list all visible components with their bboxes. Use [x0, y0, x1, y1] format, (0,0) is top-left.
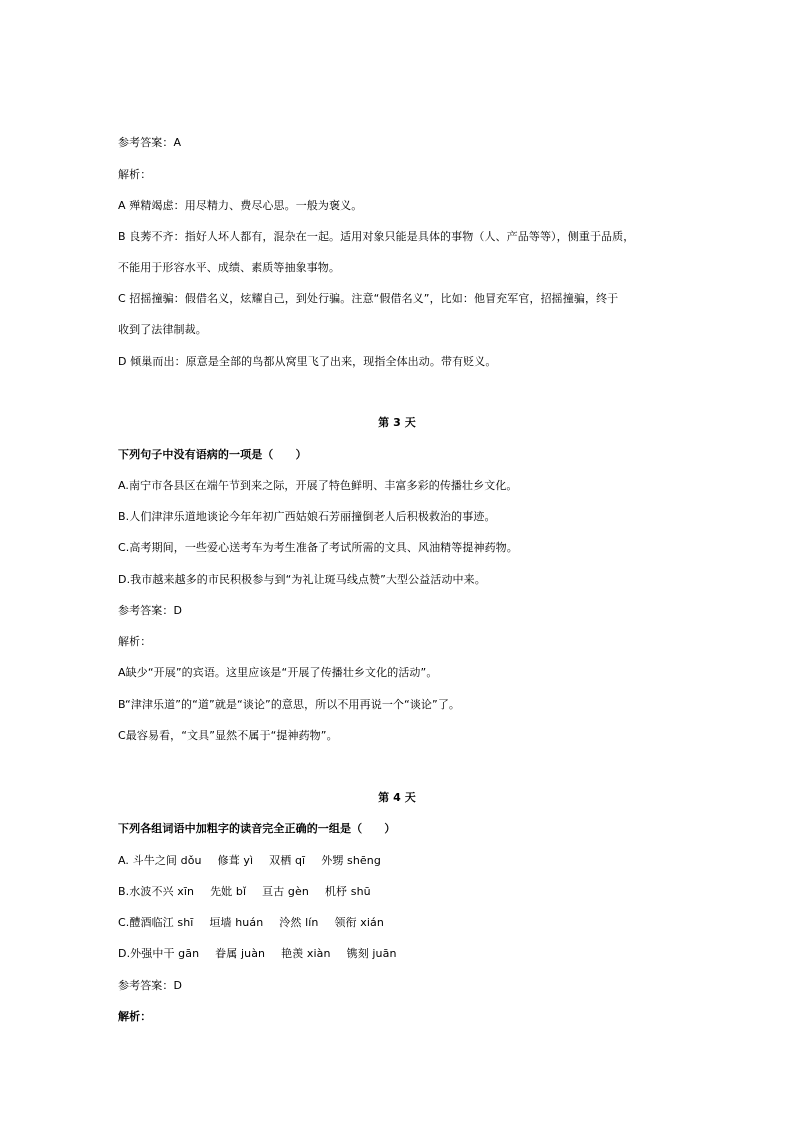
- sec2-analysis-c-line2: 收到了法律制裁。: [118, 323, 207, 336]
- day4-option-c-item: 领衔 xián: [334, 916, 384, 929]
- day4-option-d-item: 眷属 juàn: [215, 947, 266, 960]
- day4-option-d-item: 艳羡 xiàn: [281, 947, 331, 960]
- day4-answer: 参考答案：D: [118, 979, 183, 992]
- day4-option-b-item: 亘古 gèn: [262, 885, 309, 898]
- sec2-analysis-a: A 殚精竭虑：用尽精力、费尽心思。一般为褒义。: [118, 199, 363, 212]
- day4-question: 下列各组词语中加粗字的读音完全正确的一组是（ ）: [118, 822, 396, 835]
- day4-title: 第 4 天: [378, 791, 416, 804]
- day4-option-a-item: A. 斗牛之间 dǒu: [118, 854, 202, 867]
- day4-option-c: [118, 916, 400, 930]
- day3-analysis-b: B“津津乐道”的“道”就是“谈论”的意思，所以不用再说一个“谈论”了。: [118, 698, 461, 711]
- sec2-analysis-c-line1: C 招摇撞骗：假借名义，炫耀自己，到处行骗。注意“假借名义”，比如：他冒充军官，招摇撞骗，终于: [118, 292, 619, 305]
- day4-option-c-item: 垣墙 huán: [209, 916, 264, 929]
- day4-option-d-item: D.外强中干 gān: [118, 947, 200, 960]
- sec2-analysis-b-line2: 不能用于形容水平、成绩、素质等抽象事物。: [118, 261, 340, 274]
- sec2-analysis-b-line1: B 良莠不齐：指好人坏人都有，混杂在一起。适用对象只能是具体的事物（人、产品等等），侧重于品质，: [118, 230, 635, 243]
- day4-option-b-item: 机杼 shū: [324, 885, 371, 898]
- day4-option-a: [118, 854, 397, 868]
- day4-option-c-item: C.醴酒临江 shī: [118, 916, 194, 929]
- day3-question: 下列句子中没有语病的一项是（ ）: [118, 448, 307, 461]
- sec2-answer: 参考答案：A: [118, 136, 182, 149]
- day4-option-a-item: 双栖 qī: [269, 854, 306, 867]
- day3-analysis-label: 解析：: [118, 635, 152, 648]
- day4-option-b-item: 先妣 bǐ: [210, 885, 247, 898]
- day4-option-d: [118, 947, 413, 961]
- day4-option-a-item: 外甥 shēng: [321, 854, 381, 867]
- day4-option-b-item: B.水波不兴 xīn: [118, 885, 195, 898]
- day3-option-c: C.高考期间，一些爱心送考车为考生准备了考试所需的文具、风油精等提神药物。: [118, 541, 518, 554]
- day3-option-d: D.我市越来越多的市民积极参与到“为礼让斑马线点赞”大型公益活动中来。: [118, 573, 486, 586]
- day3-analysis-c: C最容易看，“文具”显然不属于“提神药物”。: [118, 729, 338, 742]
- sec2-analysis-label: 解析：: [118, 168, 152, 181]
- day4-option-b: [118, 885, 387, 899]
- day3-analysis-a: A缺少“开展”的宾语。这里应该是“开展了传播壮乡文化的活动”。: [118, 666, 438, 679]
- day3-option-b: B.人们津津乐道地谈论今年年初广西姑娘石芳丽撞倒老人后积极救治的事迹。: [118, 510, 496, 523]
- day3-answer: 参考答案：D: [118, 604, 183, 617]
- day4-option-a-item: 修葺 yì: [217, 854, 254, 867]
- day4-option-c-item: 泠然 lín: [279, 916, 319, 929]
- sec2-analysis-d: D 倾巢而出：原意是全部的鸟都从窝里飞了出来，现指全体出动。带有贬义。: [118, 355, 497, 368]
- day3-option-a: A.南宁市各县区在端午节到来之际，开展了特色鲜明、丰富多彩的传播壮乡文化。: [118, 479, 518, 492]
- day4-analysis-label: 解析：: [118, 1010, 152, 1023]
- day3-title: 第 3 天: [378, 416, 416, 429]
- day4-option-d-item: 镌刻 juān: [346, 947, 397, 960]
